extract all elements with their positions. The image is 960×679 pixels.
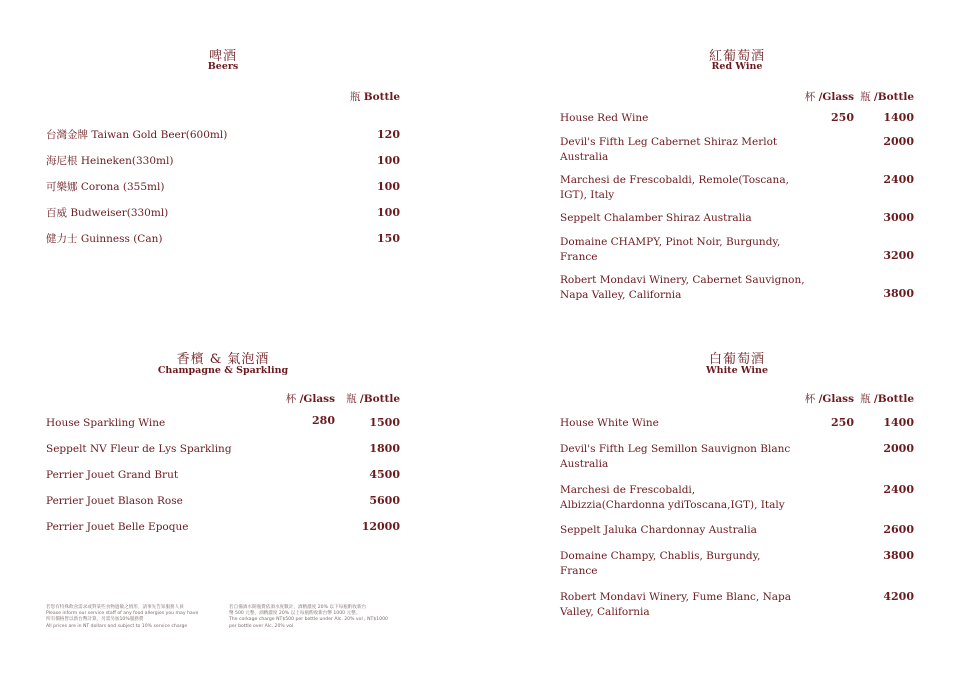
footnote-line: All prices are in NT dollars and subject to 10% service charge <box>46 623 188 629</box>
item-name: House Sparkling Wine <box>46 417 166 429</box>
item-name: Domaine Champy, Chablis, Burgundy, France <box>560 550 761 577</box>
item-bottle-price: 2000 <box>883 135 914 148</box>
item-bottle-price: 4200 <box>883 590 914 603</box>
champagne-bottle-header <box>346 391 400 406</box>
bottle-header-en: /Bottle <box>359 393 400 405</box>
beers-title-zh: 啤酒 <box>208 49 237 64</box>
item-name: Robert Mondavi Winery, Cabernet Sauvignon, Napa Valley, California <box>560 274 805 301</box>
item-name: Seppelt Jaluka Chardonnay Australia <box>560 524 757 536</box>
item-bottle-price: 3200 <box>883 249 914 262</box>
item-bottle-price: 3800 <box>883 549 914 562</box>
bottle-header-zh: 瓶 <box>860 91 871 103</box>
bottle-header-en: /Bottle <box>873 91 914 103</box>
footnote-line: per bottle over Alc. 20% vol <box>229 623 294 629</box>
item-name: Devil's Fifth Leg Semillon Sauvignon Blanc Australia <box>560 443 791 470</box>
champagne-title-zh: 香檳 & 氣泡酒 <box>176 352 270 367</box>
item-bottle-price: 3800 <box>883 287 914 300</box>
item-bottle-price: 5600 <box>369 494 400 507</box>
item-name: 海尼根 Heineken(330ml) <box>46 155 174 167</box>
white-wine-title-zh: 白葡萄酒 <box>708 352 765 367</box>
champagne-section <box>46 0 400 600</box>
item-name: Seppelt Chalamber Shiraz Australia <box>560 212 752 224</box>
red-wine-title-zh: 紅葡萄酒 <box>708 49 765 64</box>
bottle-header-zh: 瓶 <box>346 393 357 405</box>
glass-header-zh: 杯 <box>804 91 816 103</box>
item-bottle-price: 1400 <box>883 416 914 429</box>
red-wine-title-en: Red Wine <box>711 61 763 72</box>
bottle-header-en: /Bottle <box>873 393 914 405</box>
item-bottle-price: 1800 <box>369 442 400 455</box>
beers-title-en: Beers <box>207 61 239 72</box>
item-bottle-price: 2400 <box>883 483 914 496</box>
item-bottle-price: 1500 <box>369 416 400 429</box>
footnote-line: 若您有特殊飲食需求或對某些食物過敏之情形，請事先告知服務人員 <box>46 605 184 610</box>
item-name: Marchesi de Frescobaldi, Remole(Toscana, IGT), Italy <box>560 174 789 201</box>
item-glass-price: 280 <box>312 414 335 427</box>
footnote-line: Please inform our service staff of any food allergies you may have <box>46 611 199 617</box>
glass-header-en: /Glass <box>299 393 335 405</box>
champagne-title-en: Champagne & Sparkling <box>157 365 289 376</box>
bottle-header-zh: 瓶 <box>860 393 871 405</box>
item-bottle-price: 2600 <box>883 523 914 536</box>
white-wine-glass-header <box>805 391 854 406</box>
item-name: Marchesi de Frescobaldi, Albizzia(Chardonna ydiToscana,IGT), Italy <box>560 484 785 511</box>
item-bottle-price: 12000 <box>361 520 400 533</box>
item-name: House Red Wine <box>560 112 649 124</box>
item-name: 健力士 Guinness (Can) <box>46 233 163 245</box>
item-bottle-price: 120 <box>377 128 400 141</box>
item-name: Perrier Jouet Blason Rose <box>46 495 183 507</box>
item-name: Perrier Jouet Grand Brut <box>46 469 179 481</box>
item-name: 可樂娜 Corona (355ml) <box>46 181 165 193</box>
item-bottle-price: 100 <box>377 206 400 219</box>
item-bottle-price: 3000 <box>883 211 914 224</box>
item-glass-price: 250 <box>831 111 854 124</box>
item-bottle-price: 2400 <box>883 173 914 186</box>
item-bottle-price: 2000 <box>883 442 914 455</box>
item-bottle-price: 100 <box>377 180 400 193</box>
glass-header-en: /Glass <box>818 91 854 103</box>
item-bottle-price: 4500 <box>369 468 400 481</box>
item-name: Domaine CHAMPY, Pinot Noir, Burgundy, France <box>560 236 781 263</box>
footnote-line: 所有價格皆以新台幣計算，另需另加10%服務費 <box>46 617 144 623</box>
bottle-header-en: Bottle <box>363 91 400 103</box>
item-bottle-price: 150 <box>377 232 400 245</box>
item-name: Seppelt NV Fleur de Lys Sparkling <box>46 443 232 455</box>
item-bottle-price: 100 <box>377 154 400 167</box>
item-glass-price: 250 <box>831 416 854 429</box>
glass-header-zh: 杯 <box>804 393 816 405</box>
item-name: Perrier Jouet Belle Epoque <box>46 521 189 533</box>
allergy-service-note <box>46 605 226 630</box>
glass-header-en: /Glass <box>818 393 854 405</box>
item-name: House White Wine <box>560 417 659 429</box>
item-name: 百威 Budweiser(330ml) <box>46 207 169 219</box>
white-wine-title-en: White Wine <box>706 365 768 376</box>
white-wine-section <box>560 0 914 640</box>
bottle-header-zh: 瓶 <box>349 91 361 103</box>
white-wine-bottle-header <box>860 391 914 406</box>
item-name: 台灣金牌 Taiwan Gold Beer(600ml) <box>46 129 228 141</box>
champagne-glass-header <box>286 391 335 406</box>
item-name: Robert Mondavi Winery, Fume Blanc, Napa Valley, California <box>560 591 791 618</box>
corkage-note <box>229 605 409 630</box>
glass-header-zh: 杯 <box>285 393 297 405</box>
footnote-line: 幣 500 元整，酒精濃度 20% 以上每瓶酌收新台幣 1000 元整。 <box>229 611 361 617</box>
item-bottle-price: 1400 <box>883 111 914 124</box>
footnote-line: The corkage charge NT$500 per bottle under Alc. 20% vol , NT$1000 <box>229 617 388 623</box>
footnote-line: 若自備酒水開瓶費依酒水度數計，酒精濃度 20% 以下每瓶酌收新台 <box>229 605 367 610</box>
item-name: Devil's Fifth Leg Cabernet Shiraz Merlot Australia <box>560 136 778 163</box>
